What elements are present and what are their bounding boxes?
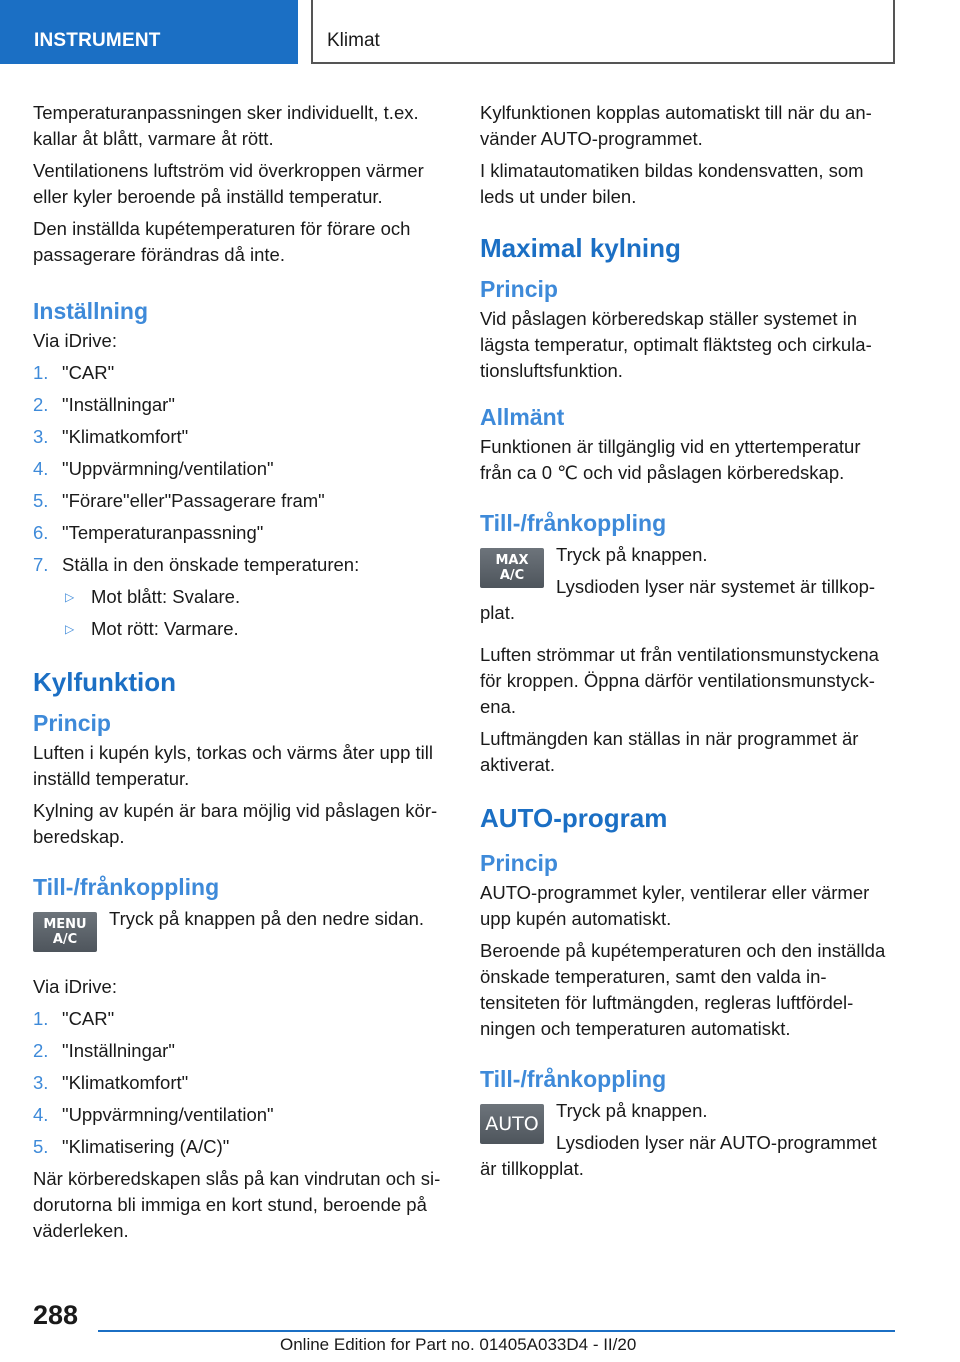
paragraph: Den inställda kupétemperaturen för förare och passagerare förändras då inte.	[33, 218, 411, 265]
paragraph: Luften i kupén kyls, torkas och värms åter upp till inställd temperatur.	[33, 742, 433, 789]
section-tab: INSTRUMENT	[0, 0, 298, 64]
paragraph: Kylfunktionen kopplas automatiskt till när du använder AUTO-programmet.	[480, 102, 872, 149]
paragraph: Funktionen är tillgänglig vid en yttertemperatur från ca 0 ℃ och vid påslagen körberedskap.	[480, 436, 861, 483]
paragraph: Lysdioden lyser när AUTO-programmet är tillkopplat.	[480, 1132, 877, 1179]
button-description	[33, 906, 448, 970]
paragraph: Lysdioden lyser när systemet är tillkopplat.	[480, 576, 876, 623]
bullet-list	[33, 584, 448, 642]
footer-divider	[98, 1330, 895, 1332]
list-item: 2. "Inställningar"	[33, 1040, 175, 1061]
list-item: 4. "Uppvärmning/ventilation"	[33, 458, 274, 479]
list-item: 3. "Klimatkomfort"	[33, 1072, 189, 1093]
footer-edition: Online Edition for Part no. 01405A033D4 - II/20	[280, 1335, 637, 1354]
paragraph: Beroende på kupétemperaturen och den inställda önskade temperaturen, samt den valda intensiteten för luftmängden, regleras luftfördelningen och temperaturen automatiskt.	[480, 940, 886, 1039]
list-item: 4. "Uppvärmning/ventilation"	[33, 1104, 274, 1125]
heading-installning: Inställning	[33, 298, 148, 324]
paragraph: När körberedskapen slås på kan vindrutan och sidorutorna bli immiga en kort stund, beroende på väderleken.	[33, 1168, 441, 1241]
via-idrive: Via iDrive:	[33, 976, 117, 997]
paragraph: Tryck på knappen.	[556, 1100, 708, 1121]
paragraph: Luftmängden kan ställas in när programmet är aktiverat.	[480, 728, 859, 775]
button-description	[480, 1098, 895, 1188]
list-item: 7. Ställa in den önskade temperaturen:	[33, 554, 360, 575]
paragraph: Vid påslagen körberedskap ställer systemet in lägsta temperatur, optimalt fläktsteg och cirkulationsluftsfunktion.	[480, 308, 872, 381]
list-item: 2. "Inställningar"	[33, 394, 175, 415]
paragraph: Kylning av kupén är bara möjlig vid påslagen körberedskap.	[33, 800, 438, 847]
heading-till-frankoppling: Till-/frånkoppling	[480, 1066, 667, 1092]
list-item: 5. "Förare"eller"Passagerare fram"	[33, 490, 325, 511]
paragraph: AUTO-programmet kyler, ventilerar eller värmer upp kupén automatiskt.	[480, 882, 870, 929]
list-item: ▷ Mot blått: Svalare.	[62, 584, 448, 610]
list-item: 1. "CAR"	[33, 1008, 115, 1029]
list-item: ▷ Mot rött: Varmare.	[62, 616, 448, 642]
paragraph: Temperaturanpassningen sker individuellt, t.ex. kallar åt blått, varmare åt rött.	[33, 102, 419, 149]
page-number: 288	[33, 1300, 79, 1330]
heading-till-frankoppling: Till-/frånkoppling	[480, 510, 667, 536]
page-title: Klimat	[311, 0, 895, 64]
max-ac-button-icon: MAX A/C	[480, 548, 544, 588]
list-item: 5. "Klimatisering (A/C)"	[33, 1136, 230, 1157]
paragraph: Tryck på knappen.	[556, 544, 708, 565]
steps-list	[33, 360, 448, 578]
heading-maximal-kylning: Maximal kylning	[480, 233, 681, 263]
heading-princip: Princip	[33, 710, 111, 736]
heading-princip: Princip	[480, 276, 558, 302]
menu-ac-button-icon: MENU A/C	[33, 912, 97, 952]
heading-princip: Princip	[480, 850, 558, 876]
paragraph: Ventilationens luftström vid överkroppen värmer eller kyler beroende på inställd temperatur.	[33, 160, 424, 207]
paragraph: I klimatautomatiken bildas kondensvatten, som leds ut under bilen.	[480, 160, 864, 207]
triangle-bullet-icon: ▷	[65, 622, 75, 636]
heading-allmant: Allmänt	[480, 404, 565, 430]
steps-list	[33, 1006, 448, 1160]
heading-kylfunktion: Kylfunktion	[33, 667, 176, 697]
list-item: 3. "Klimatkomfort"	[33, 426, 189, 447]
triangle-bullet-icon: ▷	[65, 590, 75, 604]
left-column	[33, 100, 448, 1250]
right-column	[480, 100, 895, 1188]
paragraph: Tryck på knappen på den nedre sidan.	[109, 908, 425, 929]
list-item: 1. "CAR"	[33, 362, 115, 383]
paragraph: Luften strömmar ut från ventilationsmunstyckena för kroppen. Öppna därför ventilationsmunstyckena.	[480, 644, 879, 717]
auto-button-icon: AUTO	[480, 1104, 544, 1144]
list-item: 6. "Temperaturanpassning"	[33, 522, 264, 543]
button-description	[480, 542, 895, 632]
heading-auto-program: AUTO-program	[480, 803, 668, 833]
via-idrive: Via iDrive:	[33, 330, 117, 351]
heading-till-frankoppling: Till-/frånkoppling	[33, 874, 220, 900]
